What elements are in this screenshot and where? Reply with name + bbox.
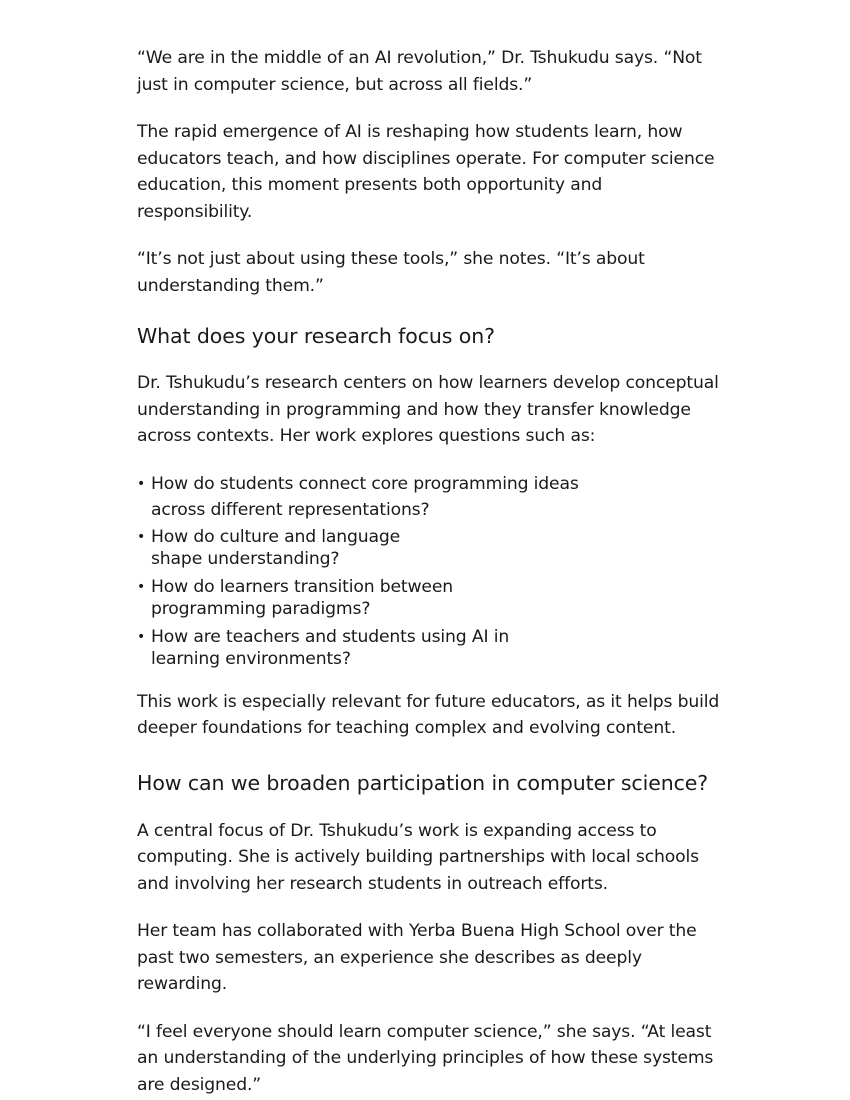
- section-heading-research-focus: What does your research focus on?: [137, 324, 495, 348]
- list-item-text: How do students connect core programming ideas across different representations?: [151, 473, 579, 520]
- bullet-icon: •: [137, 528, 146, 545]
- list-item-text: How do learners transition between programming paradigms?: [151, 576, 454, 619]
- quote-everyone-learn-cs: “I feel everyone should learn computer science,” she says. “At least an understanding of the underlying principles of how these systems are designed.”: [137, 1021, 714, 1095]
- paragraph-yerba-buena: Her team has collaborated with Yerba Buena High School over the past two semesters, an experience she describes as deeply rewarding.: [137, 921, 697, 994]
- paragraph-ai-reshaping: The rapid emergence of AI is reshaping how students learn, how educators teach, and how disciplines operate. For computer science education, this moment presents both opportunity and responsibility.: [137, 122, 715, 222]
- quote-understanding-tools: “It’s not just about using these tools,” she notes. “It’s about understanding them.”: [137, 249, 645, 296]
- research-questions-list: [137, 471, 720, 670]
- list-item-text: How do culture and language shape understanding?: [151, 526, 401, 569]
- list-item: [137, 526, 451, 570]
- list-item: [137, 626, 566, 670]
- section-heading-broaden-participation: How can we broaden participation in computer science?: [137, 770, 709, 795]
- bullet-icon: •: [137, 628, 146, 645]
- list-item-text: How are teachers and students using AI in learning environments?: [151, 626, 510, 669]
- quote-ai-revolution: “We are in the middle of an AI revolution,” Dr. Tshukudu says. “Not just in computer science, but across all fields.”: [137, 48, 702, 95]
- paragraph-future-educators: This work is especially relevant for future educators, as it helps build deeper foundations for teaching complex and evolving content.: [137, 691, 720, 738]
- bullet-icon: •: [137, 475, 146, 492]
- list-item: [137, 576, 561, 620]
- list-item: [137, 471, 631, 523]
- paragraph-expanding-access: A central focus of Dr. Tshukudu’s work is expanding access to computing. She is actively building partnerships with local schools and involving her research students in outreach efforts.: [137, 820, 699, 894]
- bullet-icon: •: [137, 578, 146, 595]
- paragraph-research-centers: Dr. Tshukudu’s research centers on how learners develop conceptual understanding in programming and how they transfer knowledge across contexts. Her work explores questions such as:: [137, 373, 719, 446]
